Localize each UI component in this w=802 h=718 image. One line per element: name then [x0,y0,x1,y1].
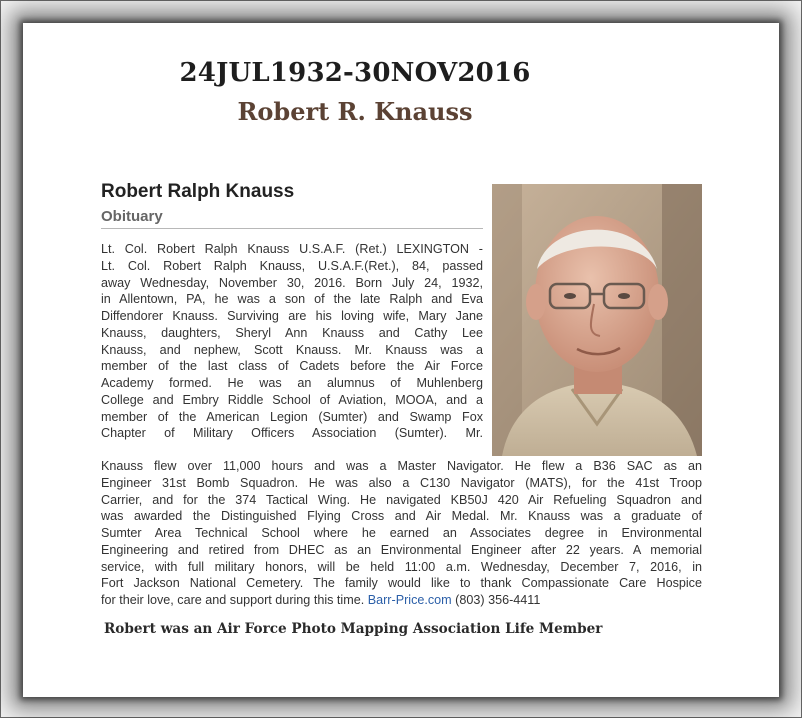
text-line: Diffendorer Knauss. Surviving are his loving wife, Mary Jane [101,309,483,323]
text-line: Knauss, and nephew, Scott Knauss. Mr. Knauss was a [101,342,483,357]
membership-note: Robert was an Air Force Photo Mapping Association Life Member [104,621,603,637]
funeral-home-link[interactable]: Barr-Price.com [367,593,452,607]
text-line: Fort Jackson National Cemetery. The family would like to thank Compassionate Care Hospice [101,576,702,591]
text-line: service, with full military honors, will be held 11:00 a.m. Wednesday, December 7, 2016, in [101,559,702,574]
text-line: Lt. Col. Robert Ralph Knauss, U.S.A.F.(Ret.), 84, passed [101,258,483,273]
text-line: Academy formed. He was an alumnus of Muhlenberg [101,376,483,390]
text-line: Chapter of Military Officers Association (Sumter). Mr. [101,426,483,441]
text-line: Knauss, daughters, Sheryl Ann Knauss and Cathy Lee [101,325,483,340]
text-line: College and Embry Riddle School of Aviation, MOOA, and a [101,392,483,407]
obituary-column-text [101,241,483,442]
closing-sentence: for their love, care and support during this time. [101,593,365,607]
text-line: member of the last class of Cadets before the Air Force [101,359,483,374]
text-line: Lt. Col. Robert Ralph Knauss U.S.A.F. (Ret.) LEXINGTON - [101,242,483,256]
text-line: Engineer 31st Bomb Squadron. He was also a C130 Navigator (MATS), for the 41st Troop [101,475,702,490]
text-line: Sumter Area Technical School where he earned an Associates degree in Environmental [101,526,702,540]
section-divider [101,228,483,229]
text-line: was awarded the Distinguished Flying Cross and Air Medal. Mr. Knauss was a graduate of [101,509,702,524]
text-line: Knauss flew over 11,000 hours and was a Master Navigator. He flew a B36 SAC as an [101,459,702,473]
obituary-full-text [101,458,702,609]
text-line: Engineering and retired from DHEC as an Environmental Engineer after 22 years. A memorial [101,542,702,557]
obituary-title: Robert Ralph Knauss [101,181,295,202]
text-line: Carrier, and for the 374 Tactical Wing. He navigated KB50J 420 Air Refueling Squadron and [101,492,702,507]
life-dates-heading: 24JUL1932-30NOV2016 [179,58,531,88]
text-line: in Allentown, PA, he was a son of the late Ralph and Eva [101,292,483,307]
text-line: member of the American Legion (Sumter) and Swamp Fox [101,409,483,424]
phone-number: (803) 356-4411 [455,593,541,607]
name-heading: Robert R. Knauss [237,97,473,126]
portrait-illustration [492,184,702,456]
text-line: away Wednesday, November 30, 2016. Born July 24, 1932, [101,275,483,290]
portrait-photo [492,184,702,456]
obituary-section-label: Obituary [101,208,163,225]
text-line-final [101,592,702,609]
